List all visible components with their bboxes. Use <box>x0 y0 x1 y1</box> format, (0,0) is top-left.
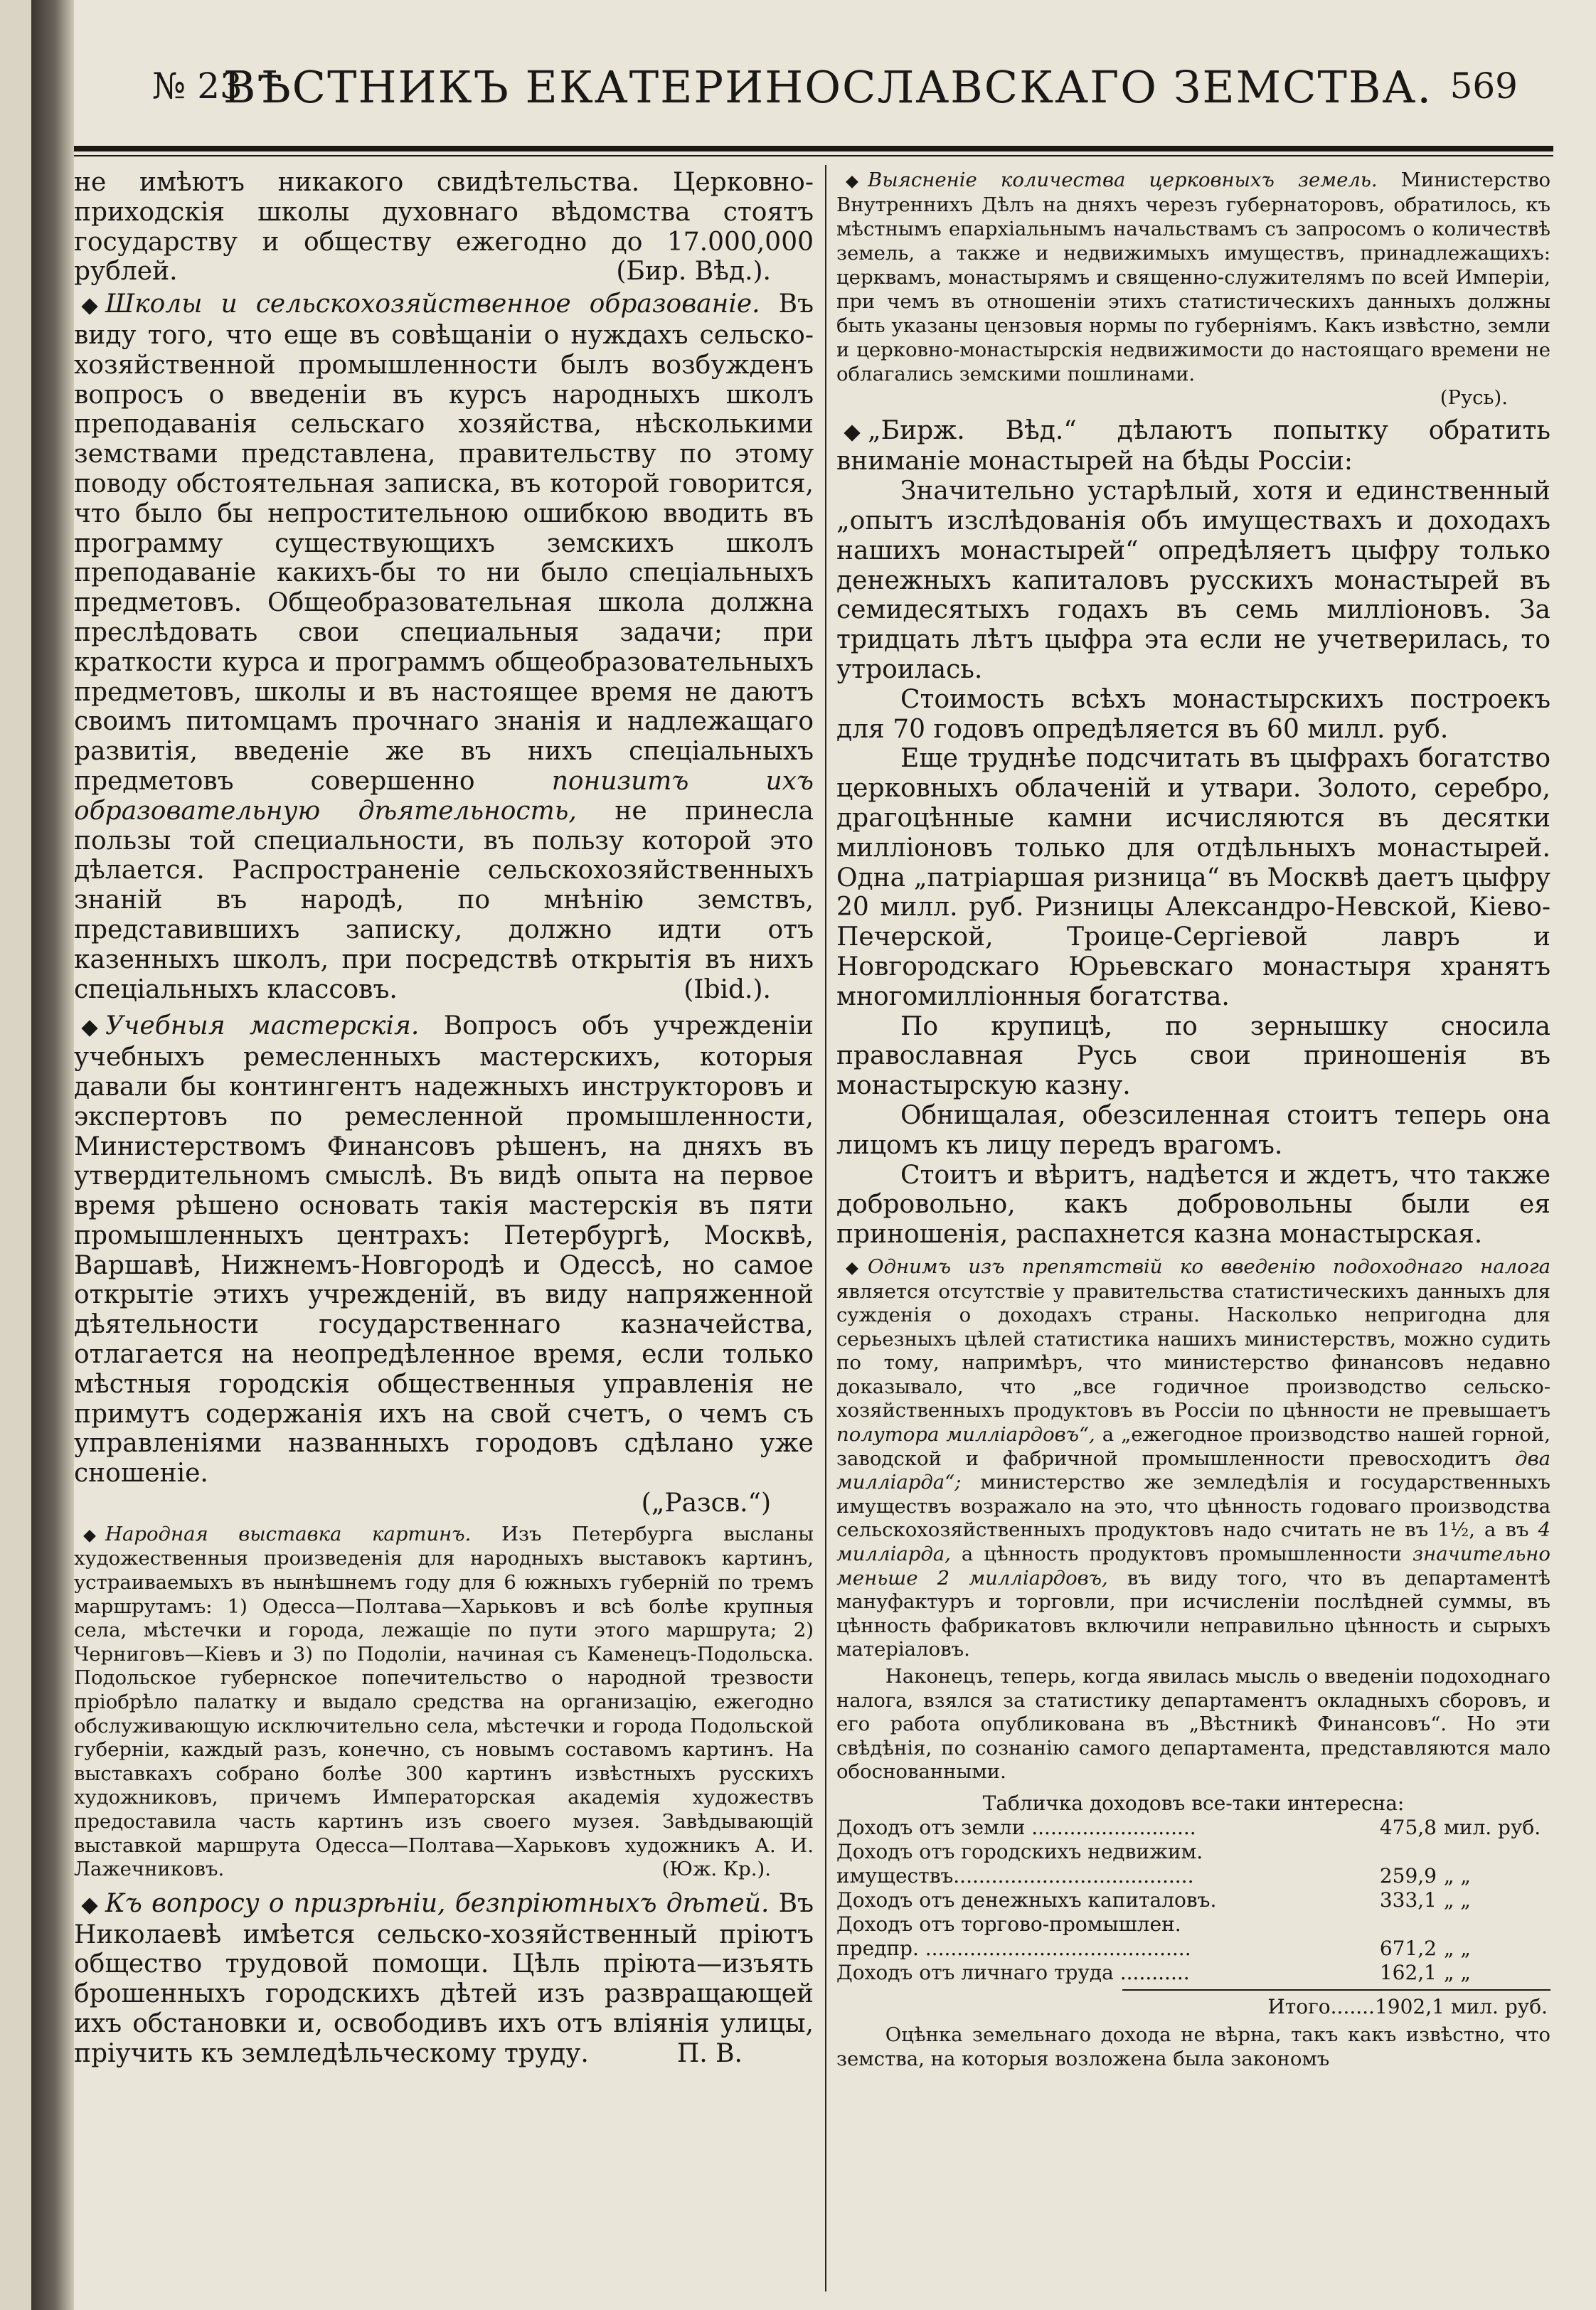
paragraph: Наконецъ, теперь, когда явилась мысль о введеніи подоходнаго налога, взялся за статистику департаментъ окладныхъ сборовъ, и его работа опубликована въ „Вѣстникѣ Финансовъ“. Но эти свѣдѣнія, по сознанію самого департамента, представляются мало обоснованными. <box>836 1665 1550 1784</box>
row-value: 333,1 <box>1379 1888 1437 1912</box>
table-total: Итого.......1902,1 мил. руб. <box>1267 1994 1548 2018</box>
row-unit: „ „ <box>1444 1888 1471 1912</box>
row-unit: „ „ <box>1444 1863 1471 1888</box>
issue-number: № 23 <box>152 65 243 107</box>
article-orphans: ◆ Къ вопросу о призрѣніи, безпріютныхъ дѣтей. Въ Николаевѣ имѣется сельско-хозяйственный пріютъ общество трудовой помощи. Цѣль пріюта—изъять брошенныхъ городскихъ дѣтей изъ развращающей ихъ обстановки и, освободивъ ихъ отъ вліянія улицы, пріучить къ земледѣльческому труду. П. В. <box>74 1888 814 2068</box>
paragraph: Стоимость всѣхъ монастырскихъ построекъ для 70 годовъ опредѣляется въ 60 милл. руб. <box>836 684 1550 744</box>
newspaper-page <box>31 0 1596 2310</box>
paragraph: По крупицѣ, по зернышку сносила православная Русь свои приношенія въ монастырскую казну. <box>836 1011 1550 1101</box>
row-label: Доходъ отъ личнаго труда ........... <box>836 1960 1190 1984</box>
article-source: П. В. <box>676 2038 743 2068</box>
article-heading: Народная выставка картинъ. <box>105 1522 472 1545</box>
column-divider <box>825 165 826 2292</box>
article-church-lands: ◆ Выясненіе количества церковныхъ земель. Министерство Внутреннихъ Дѣлъ на дняхъ черезъ губернаторовъ, обратилось, къ мѣстнымъ епархіальнымъ начальствамъ съ запросомъ о количествѣ земель, а также и недвижимыхъ имуществъ, принадлежащихъ: церквамъ, монастырямъ и священно-служителямъ по всей Имперіи, при чемъ въ отношеніи этихъ статистическихъ данныхъ должны быть указаны цензовыя нормы по губерніямъ. Какъ извѣстно, земли и церковно-монастырскія недвижимости до настоящаго времени не облагались земскими пошлинами. <box>836 169 1550 385</box>
row-value: 162,1 <box>1379 1960 1437 1984</box>
row-label: Доходъ отъ земли .......................... <box>836 1815 1196 1839</box>
table-rows <box>836 1816 1550 1985</box>
table-row <box>836 1840 1550 1864</box>
book-binding <box>31 0 74 2310</box>
article-source: (Ibid.). <box>683 974 771 1004</box>
paragraph: Оцѣнка земельнаго дохода не вѣрна, такъ какъ извѣстно, что земства, на которыя возложена была закономъ <box>836 2023 1550 2070</box>
article-source: (Юж. Кр.). <box>661 1858 771 1881</box>
total-rule <box>1122 1989 1550 1991</box>
article-monasteries-lead: ◆ „Бирж. Вѣд.“ дѣлаютъ попытку обратить вниманіе монастырей на бѣды Россіи: <box>836 415 1550 477</box>
row-label: Доходъ отъ торгово-промышлен. <box>836 1912 1181 1936</box>
row-label: Доходъ отъ денежныхъ капиталовъ. <box>836 1888 1217 1912</box>
income-table <box>836 1792 1550 2019</box>
row-value: 671,2 <box>1379 1936 1437 1960</box>
article-heading: Школы и сельскохозяйственное образованіе. <box>105 289 760 319</box>
fleuron-icon: ◆ <box>846 171 858 191</box>
page-header <box>117 61 1539 129</box>
article-workshops: ◆ Учебныя мастерскія. Вопросъ объ учрежденіи учебныхъ ремесленныхъ мастерскихъ, которыя давали бы контингентъ надежныхъ инструкторовъ и экспертовъ по ремесленной промышленности, Министерствомъ Финансовъ рѣшенъ, на дняхъ въ утвердительномъ смыслѣ. Въ видѣ опыта на первое время рѣшено основать такія мастерскія въ пяти промышленныхъ центрахъ: Петербургѣ, Москвѣ, Варшавѣ, Нижнемъ-Новгородѣ и Одессѣ, но самое открытіе этихъ учрежденій, въ виду напряженной дѣятельности государственнаго казначейства, отлагается на неопредѣленное время, если только мѣстныя городскія общественныя управленія не примутъ содержанія ихъ на свой счетъ, о чемъ съ управленіями названныхъ городовъ сдѣлано уже сношеніе. <box>74 1011 814 1489</box>
right-column <box>836 168 1550 2071</box>
left-column <box>74 168 814 2069</box>
article-source: („Разсв.“) <box>641 1489 771 1518</box>
table-row <box>836 1912 1550 1937</box>
table-row <box>836 1864 1550 1888</box>
fleuron-icon: ◆ <box>846 1257 858 1277</box>
row-value: 475,8 <box>1379 1815 1437 1839</box>
row-unit: „ „ <box>1444 1960 1471 1984</box>
article-income-tax: ◆ Однимъ изъ препятствій ко введенію подоходнаго налога является отсутствіе у правительства статистическихъ данныхъ для сужденія о доходахъ страны. Насколько непригодна для серьезныхъ цѣлей статистика нашихъ министерствъ, можно судить по тому, напримѣръ, что министерство финансовъ недавно доказывало, что „все годичное производство сельско-хозяйственныхъ продуктовъ въ Россіи по цѣнности не превышаетъ полутора милліардовъ“, а „ежегодное производство нашей горной, заводской и фабричной промышленности превосходитъ два милліарда“; министерство же земледѣлія и государственныхъ имуществъ возражало на это, что цѣнность годоваго производства сельскохозяйственныхъ продуктовъ надо считать не въ 1½, а въ 4 милліарда, а цѣнность продуктовъ промышленности значительно меньше 2 милліардовъ, въ виду того, что въ департаментѣ мануфактуръ и торговли, при исчисленіи послѣдней суммы, въ цѣнность фабрикатовъ включили неправильно цѣнность и сырыхъ матеріаловъ. <box>836 1255 1551 1661</box>
article-exhibition: ◆ Народная выставка картинъ. Изъ Петербурга высланы художественныя произведенія для народныхъ выставокъ картинъ, устраиваемыхъ въ нынѣшнемъ году для 6 южныхъ губерній по тремъ маршрутамъ: 1) Одесса—Полтава—Харьковъ и всѣ болѣе крупныя села, мѣстечки и города, лежащіе по пути этого маршрута; 2) Черниговъ—Кіевъ и 3) по Подоліи, начиная съ Каменецъ-Подольска. Подольское губернское попечительство о народной трезвости пріобрѣло палатку и выдало средства на организацію, ежегодно обслуживающую исключительно села, мѣстечки и города Подольской губерніи, каждый разъ, конечно, съ новымъ составомъ картинъ. На выставкахъ собрано болѣе 300 картинъ извѣстныхъ русскихъ художниковъ, причемъ Императорская академія художествъ предоставила часть картинъ изъ своего музея. Завѣдывающій выставкой маршрута Одесса—Полтава—Харьковъ художникъ А. И. Лажечниковъ. (Юж. Кр.). <box>74 1522 814 1881</box>
article-heading: Выясненіе количества церковныхъ земель. <box>868 169 1378 191</box>
table-row <box>836 1937 1550 1961</box>
article-heading: Къ вопросу о призрѣніи, безпріютныхъ дѣтей. <box>105 1888 770 1918</box>
table-row <box>836 1816 1550 1840</box>
fleuron-icon: ◆ <box>844 419 861 445</box>
fleuron-icon: ◆ <box>81 1892 98 1917</box>
paragraph: Обнищалая, обезсиленная стоитъ теперь она лицомъ къ лицу передъ врагомъ. <box>836 1100 1550 1160</box>
row-unit: „ „ <box>1444 1936 1471 1960</box>
paragraph: Еще труднѣе подсчитать въ цыфрахъ богатство церковныхъ облаченій и утвари. Золото, серебро, драгоцѣнные камни исчисляются въ десятки милліоновъ только для отдѣльныхъ монастырей. Одна „патріаршая ризница“ въ Москвѣ даетъ цыфру 20 милл. руб. Ризницы Александро-Невской, Кіево-Печерской, Троице-Сергіевой лавръ и Новгородскаго Юрьевскаго монастыря хранятъ многомилліонныя богатства. <box>836 744 1550 1011</box>
paragraph: Значительно устарѣлый, хотя и единственный „опытъ изслѣдованія объ имуществахъ и доходахъ нашихъ монастырей“ опредѣляетъ цыфру только денежныхъ капиталовъ русскихъ монастырей въ семидесятыхъ годахъ въ семь милліоновъ. За тридцать лѣтъ цыфра эта если не учетверилась, то утроилась. <box>836 477 1550 684</box>
header-rule-thick <box>74 146 1553 151</box>
fleuron-icon: ◆ <box>83 1524 96 1545</box>
page-number: 569 <box>1449 65 1518 107</box>
row-label: имуществъ...................................... <box>836 1863 1194 1888</box>
journal-title: ВѢСТНИКЪ ЕКАТЕРИНОСЛАВСКАГО ЗЕМСТВА. <box>223 61 1433 113</box>
fleuron-icon: ◆ <box>81 293 98 319</box>
fleuron-icon: ◆ <box>81 1015 98 1040</box>
row-value: 259,9 <box>1379 1863 1437 1888</box>
row-unit: мил. руб. <box>1444 1815 1541 1839</box>
article-heading: Учебныя мастерскія. <box>105 1011 420 1041</box>
row-label: предпр. .......................................... <box>836 1936 1191 1960</box>
table-title: Табличка доходовъ все-таки интересна: <box>982 1791 1405 1815</box>
header-rule-thin <box>74 155 1553 156</box>
article-schools: ◆ Школы и сельскохозяйственное образованіе. Въ виду того, что еще въ совѣщаніи о нуждахъ сельско-хозяйственной промышленности былъ возбужденъ вопросъ о введеніи въ курсъ народныхъ школъ преподаванія сельскаго хозяйства, нѣсколькими земствами представлена, правительству по этому поводу обстоятельная записка, въ которой говорится, что было бы непростительною ошибкою вводить въ программу существующихъ земскихъ школъ преподаваніе какихъ-бы то ни было спеціальныхъ предметовъ. Общеобразовательная школа должна преслѣдовать свои специальныя задачи; при краткости курса и программъ общеобразовательныхъ предметовъ, школы и въ настоящее время не даютъ своимъ питомцамъ прочнаго знанія и надлежащаго развитія, введеніе же въ нихъ спеціальныхъ предметовъ совершенно понизитъ ихъ образовательную дѣятельность, не принесла пользы той специальности, въ пользу которой это дѣлается. Распространеніе сельскохозяйственныхъ знаній въ народѣ, по мнѣнію земствъ, представившихъ записку, должно идти отъ казенныхъ школъ, при посредствѣ открытія въ нихъ спеціальныхъ классовъ. (Ibid.). <box>74 289 814 1004</box>
paragraph: Стоитъ и вѣритъ, надѣется и ждетъ, что также добровольно, какъ добровольны были ея приношенія, распахнется казна монастырская. <box>836 1160 1550 1250</box>
table-row <box>836 1888 1550 1912</box>
row-label: Доходъ отъ городскихъ недвижим. <box>836 1839 1203 1863</box>
article-continued: не имѣютъ никакого свидѣтельства. Церковно-приходскія школы духовнаго вѣдомства стоятъ государству и обществу ежегодно до 17.000,000 рублей. (Бир. Вѣд.). <box>74 168 814 287</box>
article-source: (Русь). <box>1440 386 1508 409</box>
article-source: (Бир. Вѣд.). <box>616 257 771 287</box>
article-heading: Однимъ изъ препятствій ко введенію подоходнаго налога <box>868 1255 1550 1278</box>
table-row <box>836 1961 1550 1985</box>
